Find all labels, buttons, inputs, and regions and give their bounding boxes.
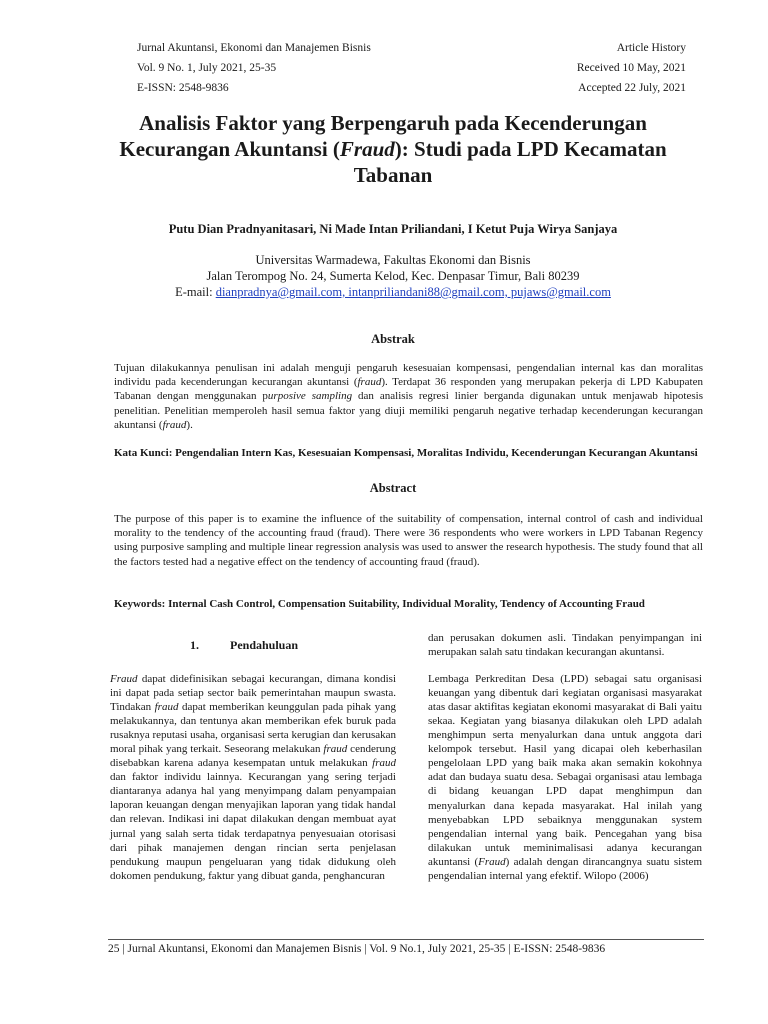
institution: Universitas Warmadewa, Fakultas Ekonomi dan Bisnis xyxy=(255,253,531,267)
volume-info: Vol. 9 No. 1, July 2021, 25-35 xyxy=(137,62,277,74)
page-footer: 25 | Jurnal Akuntansi, Ekonomi dan Manajemen Bisnis | Vol. 9 No.1, July 2021, 25-35 | E-ISSN: 2548-9836 xyxy=(108,943,606,955)
title-italic: Fraud xyxy=(339,137,395,161)
abstract-heading: Abstract xyxy=(369,481,417,495)
left-italic-3: fraud xyxy=(323,743,348,756)
left-text-2: dapat memberikan keunggulan pada pihak yang melakukannya, dan tentunya akan memberikan efek buruk pada rusaknya reputasi usaha, organisasi serta kerugian dan kerusakan moral pihak yang terkait. Seseorang melakukan xyxy=(110,701,396,756)
abstrak-text-3: dan analisis regresi linier berganda digunakan untuk menjawab hipotesis penelitian. Penelitian memperoleh hasil semua faktor yang diuji memiliki pengaruh negative terhadap kecenderungan kecurangan akuntansi ( xyxy=(114,390,703,431)
left-text-4: dan faktor individu lainnya. Kecurangan yang sering terjadi diantaranya adanya hal yang menyimpang dalam penyampaian laporan keuangan dengan menyajikan laporan yang tidak handal dan relevan. Indikasi ini dapat dilakukan dengan membuat ayat jurnal yang salah serta tidak terdapatnya penyesuaian otorisasi dari pihak manajemen dengan rincian serta penjelasan pendukung maupun pengeluaran yang tidak didukung oleh dokomen pendukung, faktur yang dibuat ganda, penghancuran xyxy=(110,771,396,882)
right-italic: Fraud xyxy=(478,855,506,868)
authors: Putu Dian Pradnyanitasari, Ni Made Intan Priliandani, I Ketut Puja Wirya Sanjaya xyxy=(168,222,618,236)
section-title: Pendahuluan xyxy=(230,638,299,652)
title-part-2: ): Studi pada LPD Kecamatan Tabanan xyxy=(353,137,667,187)
footer-divider xyxy=(108,939,704,940)
right-paragraph-1: dan perusakan dokumen asli. Tindakan penyimpangan ini merupakan salah satu tindakan kecurangan akuntansi. xyxy=(428,632,702,659)
abstrak-text-1: Tujuan dilakukannya penulisan ini adalah menguji pengaruh kesesuaian kompensasi, pengendalian internal kas dan moralitas individu pada kecenderungan kecurangan akuntansi ( xyxy=(114,362,703,389)
article-history-label: Article History xyxy=(616,42,686,54)
keywords-label: Keywords: xyxy=(114,598,166,610)
address: Jalan Terompog No. 24, Sumerta Kelod, Kec. Denpasar Timur, Bali 80239 xyxy=(206,269,580,283)
accepted-date: Accepted 22 July, 2021 xyxy=(578,82,686,94)
abstrak-text-2: ). Terdapat 36 responden yang merupakan pekerja di LPD Kabupaten Tabanan dengan menggunakan p xyxy=(114,376,703,403)
header-left xyxy=(137,38,371,98)
affiliation xyxy=(95,252,691,300)
right-paragraph-2 xyxy=(428,672,702,883)
left-italic-2: fraud xyxy=(154,701,179,714)
received-date: Received 10 May, 2021 xyxy=(576,62,686,74)
kata-kunci-text: : Pengendalian Intern Kas, Kesesuaian Kompensasi, Moralitas Individu, Kecenderungan Kecurangan Akuntansi xyxy=(168,447,698,459)
left-italic-4: fraud xyxy=(372,757,396,770)
abstrak-text xyxy=(114,361,703,432)
column-right xyxy=(428,631,702,883)
abstrak-italic-1: fraud xyxy=(357,376,382,389)
email-label: E-mail: xyxy=(175,285,216,299)
section-number: 1. xyxy=(190,638,199,652)
section-heading xyxy=(190,638,298,653)
paper-title xyxy=(95,110,691,188)
left-text-1: dapat didefinisikan sebagai kecurangan, dimana kondisi ini dapat pada setiap sector baik pemerintahan maupun swasta. Tindakan xyxy=(110,673,396,714)
kata-kunci-label: Kata Kunci xyxy=(114,447,169,459)
right-text-a: Lembaga Perkreditan Desa (LPD) sebagai satu organisasi keuangan yang dibentuk dari kegiatan organisasi masyarakat atas dasar aktifitas kegiatan ekonomi masyarakat di Bali yaitu sekaa. Kegiatan yang biasanya dilakukan oleh LPD adalah menghimpun serta menyalurkan dana untuk anggota dari kelompok tersebut. Hasil yang dicapai oleh keberhasilan pengelolaan LPD yang baik maka akan semakin kokohnya adat dan budaya suatu desa. Sebagai organisasi atau lembaga di bidang keuangan LPD dapat menghimpun dan menyalurkan dana kepada masyarakat. Hal inilah yang menyebabkan LPD sebaiknya menggunakan system pengendalian internal yang baik. Pencegahan yang bisa dilakukan untuk meminimalisasi adanya kecurangan akuntansi ( xyxy=(428,673,702,868)
abstrak-heading: Abstrak xyxy=(371,332,415,346)
abstrak-italic-2: urposive sampling xyxy=(267,390,353,403)
abstrak-italic-3: fraud xyxy=(162,418,187,431)
eissn: E-ISSN: 2548-9836 xyxy=(137,82,229,94)
abstract-text: The purpose of this paper is to examine the influence of the suitability of compensation, internal control of cash and individual morality to the tendency of the accounting fraud (fraud). There were 36 respondents who were workers in LPD Tabanan Regency using purposive sampling and multiple linear regression analysis was used to answer the research hypothesis. The study found that all the factors tested had a negative effect on the tendency of accounting fraud (fraud). xyxy=(114,513,703,568)
intro-paragraph xyxy=(110,672,396,883)
keywords-text: Internal Cash Control, Compensation Suitability, Individual Morality, Tendency of Accounting Fraud xyxy=(165,598,645,610)
keywords xyxy=(114,597,703,611)
title-part-1: Analisis Faktor yang Berpengaruh pada Kecenderungan Kecurangan Akuntansi ( xyxy=(119,111,647,161)
right-text-b: ) adalah dengan dirancangnya suatu sistem pengendalian internal yang efektif. Wilopo (2006) xyxy=(428,855,702,882)
email-links[interactable]: dianpradnya@gmail.com, intanpriliandani88@gmail.com, pujaws@gmail.com xyxy=(215,285,611,299)
left-italic-1: Fraud xyxy=(110,673,138,685)
journal-name: Jurnal Akuntansi, Ekonomi dan Manajemen Bisnis xyxy=(137,42,371,54)
left-text-3: cenderung disebabkan karena adanya kesempatan untuk melakukan xyxy=(110,743,396,770)
column-left xyxy=(110,672,396,883)
abstrak-text-4: ). xyxy=(186,418,193,431)
email-line xyxy=(95,284,691,300)
kata-kunci xyxy=(114,446,703,460)
header-right xyxy=(577,38,686,98)
